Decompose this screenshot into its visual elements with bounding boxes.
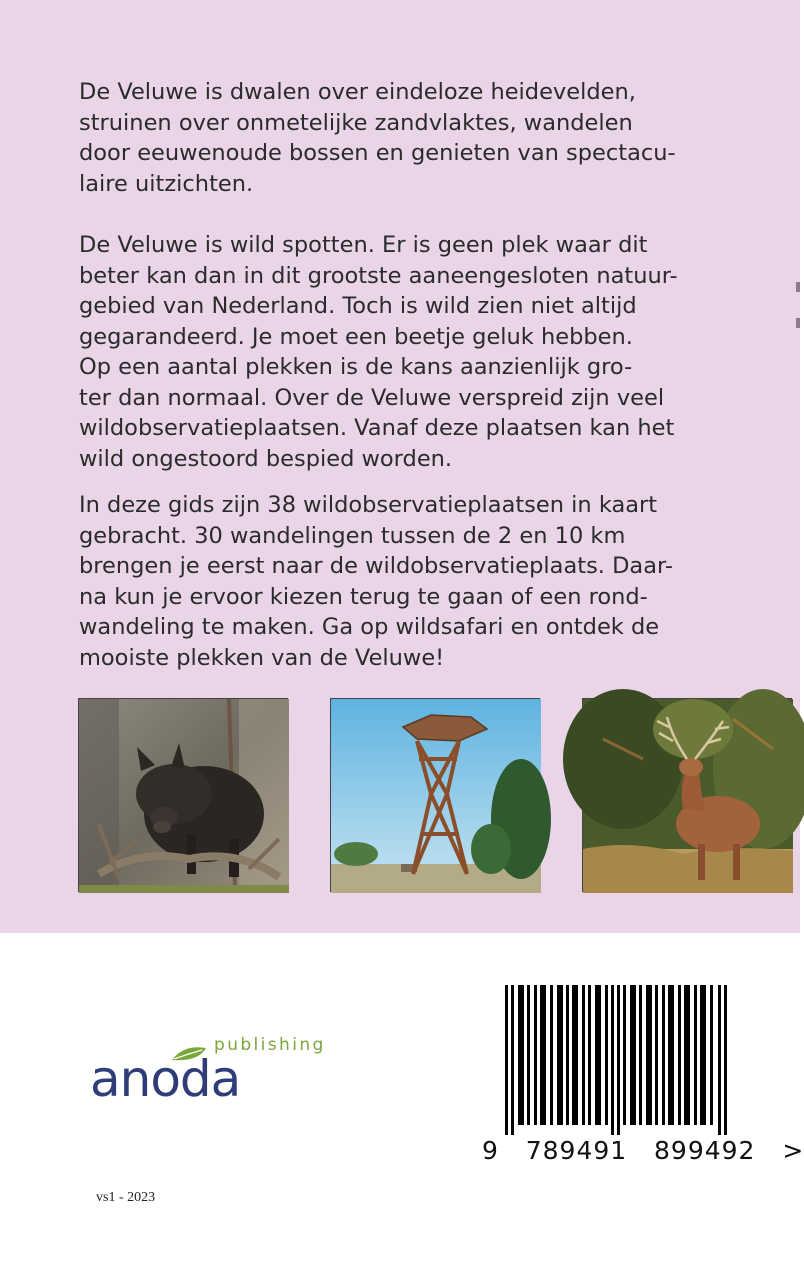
publisher-brand: anoda — [90, 1050, 241, 1108]
blurb-paragraph-2: De Veluwe is wild spotten. Er is geen plek waar dit beter kan dan in dit grootste aaneengesloten natuur- gebied van Nederland. Toch is wild zien niet altijd gegarandeerd. Je moet een beetje geluk hebben. Op een aantal plekken is de kans aanzienlijk gro- ter dan normaal. Over de Veluwe verspreid zijn veel wildobservatieplaatsen. Vanaf deze plaatsen kan het wild ongestoord bespied worden. — [79, 232, 678, 472]
isbn-digits: 9 789491 899492 — [482, 1136, 756, 1165]
barcode-arrow: > — [782, 1136, 804, 1165]
barcode-number — [482, 1136, 804, 1165]
blurb-paragraph-1: De Veluwe is dwalen over eindeloze heidevelden, struinen over onmetelijke zandvlaktes, wandelen door eeuwenoude bossen en genieten van spectacu- laire uitzichten. — [79, 79, 676, 197]
red-deer-photo — [582, 698, 792, 892]
barcode — [505, 985, 727, 1135]
edge-mark — [796, 318, 800, 328]
blurb-paragraph-3: In deze gids zijn 38 wildobservatieplaatsen in kaart gebracht. 30 wandelingen tussen de 2 en 10 km brengen je eerst naar de wildobservatieplaats. Daar- na kun je ervoor kiezen terug te gaan of een rond- wandeling te maken. Ga op wildsafari en ontdek de mooiste plekken van de Veluwe! — [79, 492, 673, 671]
publisher-tagline: publishing — [214, 1035, 326, 1055]
edge-mark — [796, 282, 800, 292]
publisher-logo — [90, 1030, 350, 1110]
wild-boar-photo — [78, 698, 288, 892]
version-label: vs1 - 2023 — [96, 1190, 156, 1205]
observation-tower-photo — [330, 698, 540, 892]
